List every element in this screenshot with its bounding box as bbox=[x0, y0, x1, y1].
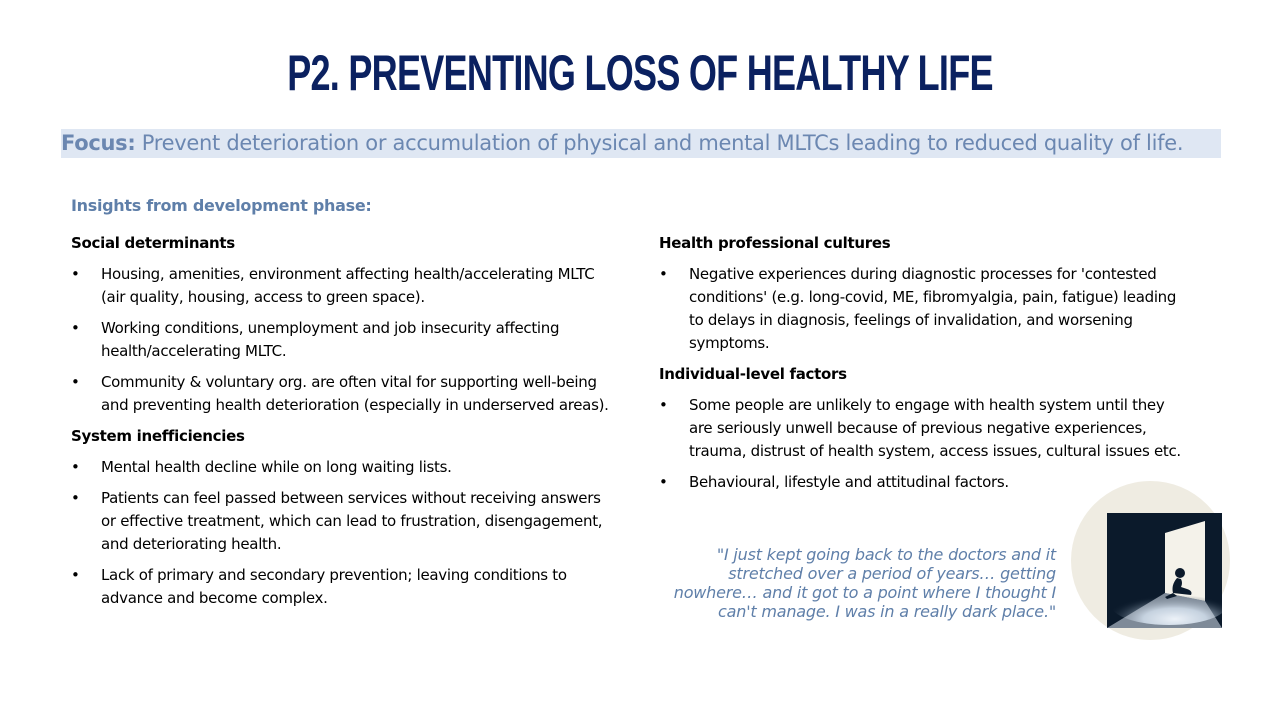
list-item: • Working conditions, unemployment and job insecurity affecting health/accelerating MLTC. bbox=[71, 319, 560, 360]
social-determinants-list bbox=[71, 263, 611, 417]
section-heading-system-inefficiencies: System inefficiencies bbox=[71, 427, 245, 445]
focus-text: Prevent deterioration or accumulation of physical and mental MLTCs leading to reduced quality of life. bbox=[135, 131, 1184, 155]
list-item: • Negative experiences during diagnostic processes for 'contested conditions' (e.g. long-covid, ME, fibromyalgia, pain, fatigue) leading to delays in diagnosis, feelings of invalidation, and worsening symptoms. bbox=[659, 265, 1177, 352]
list-item: • Mental health decline while on long waiting lists. bbox=[71, 456, 611, 479]
bullet-icon: • bbox=[659, 265, 668, 283]
list-item: • Behavioural, lifestyle and attitudinal factors. bbox=[659, 471, 1189, 494]
bullet-icon: • bbox=[659, 473, 668, 491]
right-column bbox=[659, 232, 1189, 502]
list-item: • Housing, amenities, environment affecting health/accelerating MLTC (air quality, housing, access to green space). bbox=[71, 265, 595, 306]
bullet-icon: • bbox=[71, 373, 80, 391]
bullet-icon: • bbox=[71, 319, 80, 337]
list-item: • Lack of primary and secondary prevention; leaving conditions to advance and become complex. bbox=[71, 566, 567, 607]
focus-label: Focus: bbox=[61, 131, 136, 155]
list-item: • Community & voluntary org. are often vital for supporting well-being and preventing health deterioration (especially in underserved areas). bbox=[71, 373, 609, 414]
left-column bbox=[71, 232, 611, 618]
section-heading-social-determinants: Social determinants bbox=[71, 234, 235, 252]
bullet-icon: • bbox=[71, 265, 80, 283]
slide-title: P2. PREVENTING LOSS OF HEALTHY LIFE bbox=[287, 45, 993, 101]
section-heading-individual-level-factors: Individual-level factors bbox=[659, 365, 847, 383]
bullet-icon: • bbox=[659, 396, 668, 414]
person-sitting-in-light-doorway-illustration bbox=[1107, 513, 1222, 628]
individual-level-factors-list bbox=[659, 394, 1189, 494]
list-item: • Patients can feel passed between services without receiving answers or effective treatment, which can lead to frustration, disengagement, and deteriorating health. bbox=[71, 489, 603, 553]
health-professional-cultures-list bbox=[659, 263, 1189, 355]
system-inefficiencies-list bbox=[71, 456, 611, 610]
section-heading-health-professional-cultures: Health professional cultures bbox=[659, 234, 891, 252]
focus-banner bbox=[61, 129, 1221, 158]
insights-heading: Insights from development phase: bbox=[71, 196, 372, 215]
list-item: • Some people are unlikely to engage with health system until they are seriously unwell because of previous negative experiences, trauma, distrust of health system, access issues, cultural issues etc. bbox=[659, 396, 1181, 460]
doorway-light-icon bbox=[1107, 513, 1222, 628]
bullet-icon: • bbox=[71, 566, 80, 584]
bullet-icon: • bbox=[71, 458, 80, 476]
patient-quote: "I just kept going back to the doctors and it stretched over a period of years… getting nowhere… and it got to a point where I thought I can't manage. I was in a really dark place." bbox=[673, 545, 1056, 621]
bullet-icon: • bbox=[71, 489, 80, 507]
